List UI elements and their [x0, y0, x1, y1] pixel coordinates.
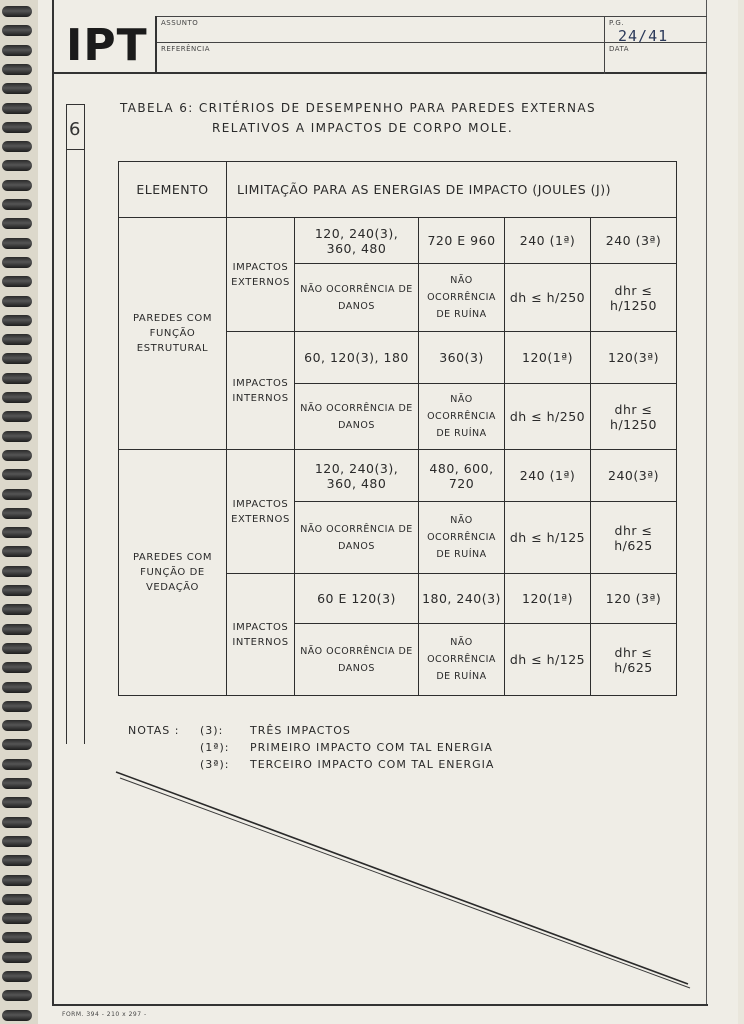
energy-cell: 60 E 120(3)	[295, 574, 419, 624]
ipt-logo: IPT	[66, 20, 148, 71]
page-number: 24/41	[618, 27, 669, 45]
criteria-cell: NÃO OCORRÊNCIA DE RUÍNA	[419, 624, 505, 696]
note-text: TRÊS IMPACTOS	[250, 724, 351, 737]
note-text: TERCEIRO IMPACTO COM TAL ENERGIA	[250, 758, 495, 771]
energy-cell: 120(3ª)	[591, 332, 677, 384]
cancel-slash-line	[116, 772, 688, 984]
referencia-label: REFERÊNCIA	[161, 45, 210, 53]
criteria-cell: dh ≤ h/125	[505, 502, 591, 574]
note-key: (3ª):	[200, 758, 230, 771]
note-text: PRIMEIRO IMPACTO COM TAL ENERGIA	[250, 741, 493, 754]
criteria-cell: dhr ≤ h/625	[591, 624, 677, 696]
criteria-cell: dhr ≤ h/625	[591, 502, 677, 574]
criteria-cell: dh ≤ h/250	[505, 384, 591, 450]
notes-label: NOTAS :	[128, 724, 180, 737]
title-line-1: TABELA 6: CRITÉRIOS DE DESEMPENHO PARA PAREDES EXTERNAS	[120, 101, 596, 115]
criteria-cell: NÃO OCORRÊNCIA DE DANOS	[295, 502, 419, 574]
subgroup-label: IMPACTOS INTERNOS	[227, 332, 295, 450]
energy-cell: 120, 240(3), 360, 480	[295, 218, 419, 264]
criteria-cell: dh ≤ h/125	[505, 624, 591, 696]
header-limitacao: LIMITAÇÃO PARA AS ENERGIAS DE IMPACTO (JOULES (J))	[227, 162, 677, 218]
subgroup-label: IMPACTOS EXTERNOS	[227, 218, 295, 332]
energy-cell: 120(1ª)	[505, 574, 591, 624]
criteria-cell: dhr ≤ h/1250	[591, 384, 677, 450]
criteria-cell: NÃO OCORRÊNCIA DE RUÍNA	[419, 502, 505, 574]
energy-cell: 120(1ª)	[505, 332, 591, 384]
title-line-2: RELATIVOS A IMPACTOS DE CORPO MOLE.	[212, 121, 514, 135]
energy-cell: 120, 240(3), 360, 480	[295, 450, 419, 502]
energy-cell: 60, 120(3), 180	[295, 332, 419, 384]
section-number: 6	[69, 119, 81, 140]
criteria-cell: dh ≤ h/250	[505, 264, 591, 332]
criteria-cell: NÃO OCORRÊNCIA DE DANOS	[295, 264, 419, 332]
pg-label: P.G.	[609, 19, 625, 27]
subgroup-label: IMPACTOS INTERNOS	[227, 574, 295, 696]
energy-cell: 120 (3ª)	[591, 574, 677, 624]
criteria-cell: NÃO OCORRÊNCIA DE DANOS	[295, 624, 419, 696]
assunto-label: ASSUNTO	[161, 19, 199, 27]
criteria-cell: NÃO OCORRÊNCIA DE DANOS	[295, 384, 419, 450]
energy-cell: 240 (1ª)	[505, 450, 591, 502]
criteria-cell: NÃO OCORRÊNCIA DE RUÍNA	[419, 384, 505, 450]
elemento-vedacao: PAREDES COM FUNÇÃO DE VEDAÇÃO	[119, 450, 227, 696]
data-label: DATA	[609, 45, 630, 53]
criteria-cell: NÃO OCORRÊNCIA DE RUÍNA	[419, 264, 505, 332]
note-key: (1ª):	[200, 741, 230, 754]
cancel-slash-line	[120, 778, 690, 988]
elemento-estrutural: PAREDES COM FUNÇÃO ESTRUTURAL	[119, 218, 227, 450]
energy-cell: 240(3ª)	[591, 450, 677, 502]
criteria-cell: dhr ≤ h/1250	[591, 264, 677, 332]
energy-cell: 360(3)	[419, 332, 505, 384]
energy-cell: 480, 600, 720	[419, 450, 505, 502]
note-key: (3):	[200, 724, 224, 737]
form-footer: FORM. 394 - 210 x 297 -	[62, 1011, 147, 1018]
energy-cell: 240 (3ª)	[591, 218, 677, 264]
energy-cell: 180, 240(3)	[419, 574, 505, 624]
subgroup-label: IMPACTOS EXTERNOS	[227, 450, 295, 574]
header-elemento: ELEMENTO	[119, 162, 227, 218]
energy-cell: 240 (1ª)	[505, 218, 591, 264]
energy-cell: 720 E 960	[419, 218, 505, 264]
